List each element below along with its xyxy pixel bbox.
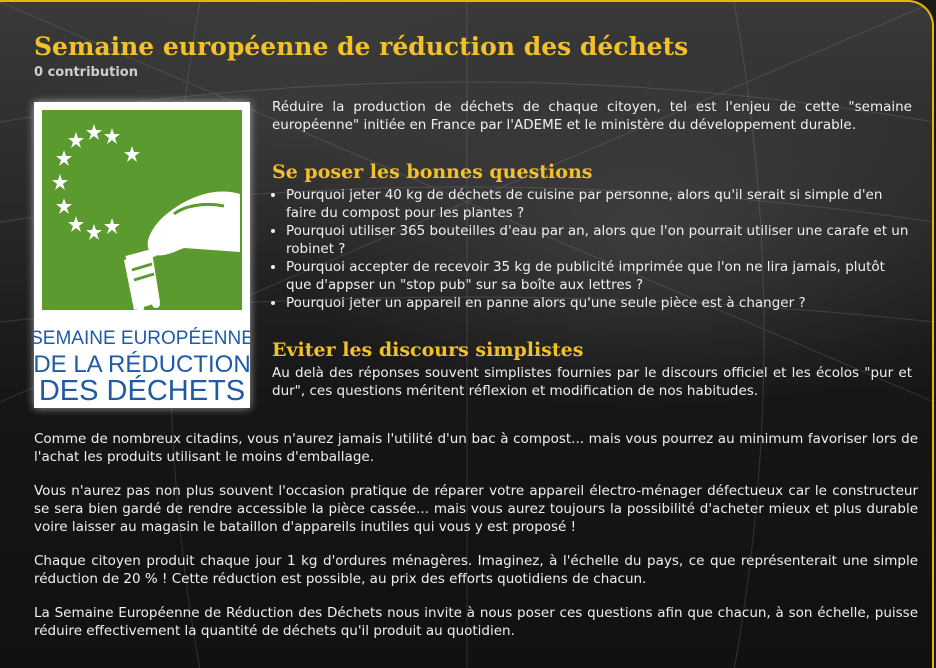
article	[34, 32, 918, 639]
contribution-count[interactable]: 0 contribution	[34, 65, 138, 80]
page-title: Semaine européenne de réduction des déchets	[34, 32, 689, 61]
logo-line-2: DE LA RÉDUCTION	[34, 351, 250, 378]
list-item: • Pourquoi utiliser 365 bouteilles d'eau par an, alors que l'on pourrait utiliser une carafe et un robinet ?	[286, 222, 912, 258]
intro-paragraph: Réduire la production de déchets de chaque citoyen, tel est l'enjeu de cette "semaine européenne" initiée en France par l'ADEME et le ministère du développement durable.	[272, 99, 912, 133]
discours-paragraph: Au delà des réponses souvent simplistes fournies par le discours officiel et les écolos "pur et dur", ces questions méritent réflexion et modification de nos habitudes.	[272, 365, 912, 399]
list-item: • Pourquoi accepter de recevoir 35 kg de publicité imprimée que l'on ne lira jamais, plutôt que d'appser un "stop pub" sur sa boîte aux lettres ?	[286, 258, 912, 294]
section-heading-questions: Se poser les bonnes questions	[272, 161, 593, 183]
logo-line-1: SEMAINE EUROPÉENNE	[34, 328, 250, 349]
body-paragraph: Vous n'aurez pas non plus souvent l'occasion pratique de réparer votre appareil électro-ménager défectueux car le constructeur se sera bien gardé de rendre accessible la pièce cassée... mais vous aurez toujours la possibilité d'acheter mieux et plus durable voire laisser au magasin le bataillon d'appareils inutiles qui vous y est proposé !	[34, 483, 918, 535]
body-paragraph: La Semaine Européenne de Réduction des Déchets nous invite à nous poser ces questions afin que chacun, à son échelle, puisse réduire effectivement la quantité de déchets qu'il produit au quotidien.	[34, 605, 918, 639]
article-body	[34, 430, 918, 656]
campaign-logo	[34, 102, 250, 408]
logo-line-3: DES DÉCHETS	[38, 375, 246, 407]
logo-graphic	[34, 102, 250, 408]
article-right-column	[272, 98, 912, 400]
body-paragraph: Comme de nombreux citadins, vous n'aurez jamais l'utilité d'un bac à compost... mais vous pourrez au minimum favoriser lors de l'achat les produits utilisant le moins d'emballage.	[34, 431, 918, 465]
section-heading-discours: Eviter les discours simplistes	[272, 339, 584, 361]
questions-list	[272, 186, 912, 312]
list-item: • Pourquoi jeter un appareil en panne alors qu'une seule pièce est à changer ?	[286, 294, 912, 312]
body-paragraph: Chaque citoyen produit chaque jour 1 kg d'ordures ménagères. Imaginez, à l'échelle du pays, ce que représenterait une simple réduction de 20 % ! Cette réduction est possible, au prix des efforts quotidiens de chacun.	[34, 553, 918, 587]
list-item: • Pourquoi jeter 40 kg de déchets de cuisine par personne, alors qu'il serait si simple d'en faire du compost pour les plantes ?	[286, 186, 912, 222]
